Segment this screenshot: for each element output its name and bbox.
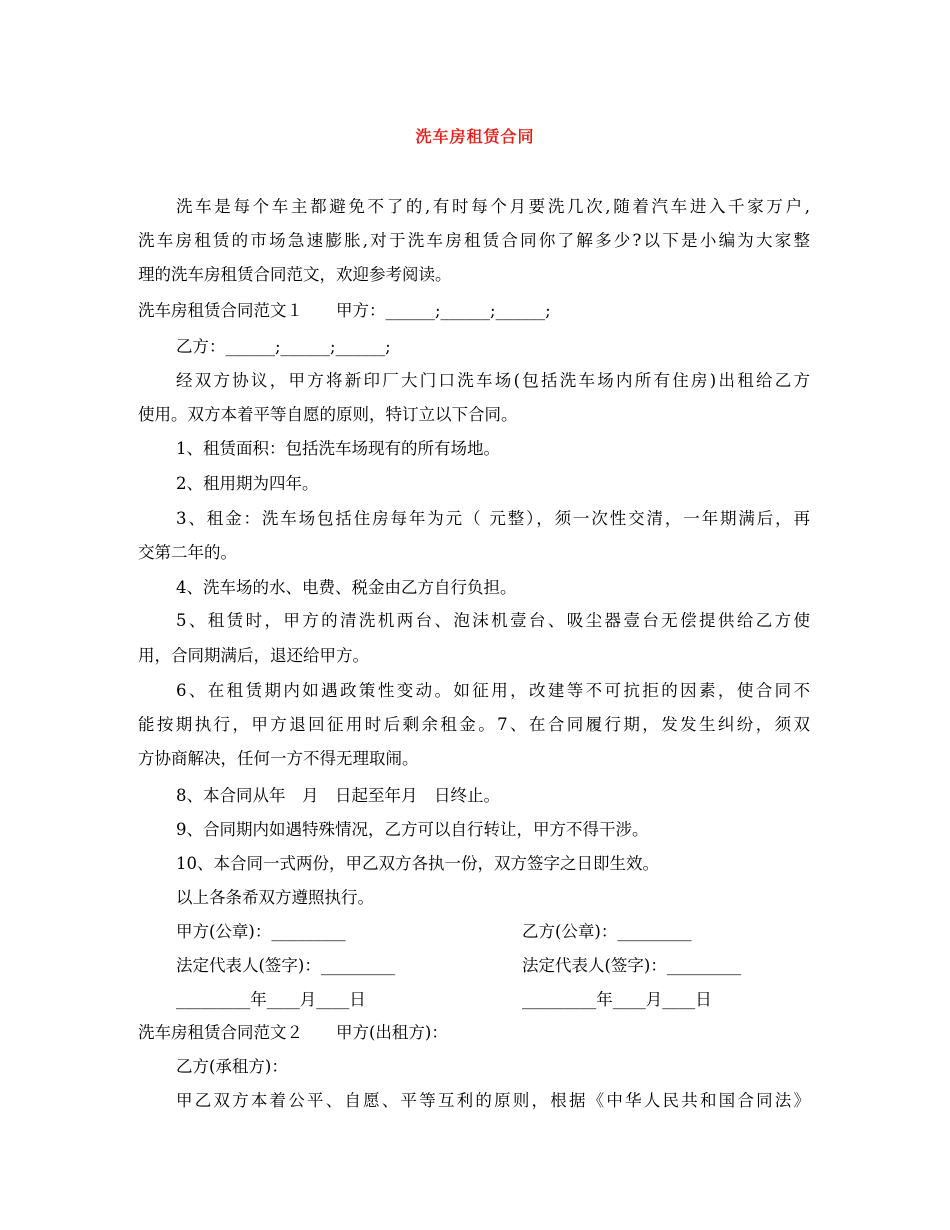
sample2-party-b: 乙方(承租方)： (176, 1057, 288, 1076)
sample1-heading: 洗车房租赁合同范文１ 甲方：______;______;______; (138, 301, 551, 320)
clause-3-line-2: 交第二年的。 (138, 543, 237, 562)
intro-line-3: 理的洗车房租赁合同范文，欢迎参考阅读。 (138, 265, 452, 284)
party-a-date: _________年____月____日 (176, 990, 366, 1009)
clause-9: 9、合同期内如遇特殊情况，乙方可以自行转让，甲方不得干涉。 (176, 820, 649, 839)
clause-2: 2、租用期为四年。 (176, 474, 319, 493)
clause-6-line-3: 方协商解决，任何一方不得无理取闹。 (138, 749, 419, 768)
party-a-representative: 法定代表人(签字)：_________ (176, 956, 396, 975)
closing-statement: 以上各条希双方遵照执行。 (176, 888, 374, 907)
party-b-representative: 法定代表人(签字)：_________ (522, 956, 742, 975)
clause-8: 8、本合同从年 月 日起至年月 日终止。 (176, 786, 500, 805)
clause-10: 10、本合同一式两份，甲乙双方各执一份，双方签字之日即生效。 (176, 854, 659, 873)
sample1-agreement-line-1: 经双方协议，甲方将新印厂大门口洗车场(包括洗车场内所有住房)出租给乙方 (176, 371, 810, 390)
sample1-agreement-line-2: 使用。双方本着平等自愿的原则，特订立以下合同。 (138, 405, 518, 424)
party-b-date: _________年____月____日 (522, 990, 712, 1009)
clause-4: 4、洗车场的水、电费、税金由乙方自行负担。 (176, 578, 517, 597)
sample2-heading: 洗车房租赁合同范文２ 甲方(出租方)： (138, 1023, 448, 1042)
party-a-seal: 甲方(公章)：_________ (176, 922, 346, 941)
document-title: 洗车房租赁合同 (415, 127, 535, 146)
sample1-party-b: 乙方：______;______;______; (176, 337, 391, 356)
clause-1: 1、租赁面积：包括洗车场现有的所有场地。 (176, 439, 500, 458)
intro-line-1: 洗车是每个车主都避免不了的,有时每个月要洗几次,随着汽车进入千家万户, (176, 197, 810, 216)
party-b-seal: 乙方(公章)：_________ (522, 922, 692, 941)
clause-6-line-1: 6、在租赁期内如遇政策性变动。如征用，改建等不可抗拒的因素，使合同不 (176, 681, 810, 700)
clause-5-line-1: 5、租赁时，甲方的清洗机两台、泡沫机壹台、吸尘器壹台无偿提供给乙方使 (176, 611, 810, 630)
intro-line-2: 洗车房租赁的市场急速膨胀,对于洗车房租赁合同你了解多少?以下是小编为大家整 (138, 231, 810, 250)
sample2-opening: 甲乙双方本着公平、自愿、平等互利的原则，根据《中华人民共和国合同法》 (176, 1091, 810, 1110)
clause-5-line-2: 用，合同期满后，退还给甲方。 (138, 646, 369, 665)
clause-6-line-2: 能按期执行，甲方退回征用时后剩余租金。7、在合同履行期，发发生纠纷，须双 (138, 715, 810, 734)
clause-3-line-1: 3、租金：洗车场包括住房每年为元（ 元整），须一次性交清，一年期满后，再 (176, 509, 810, 528)
